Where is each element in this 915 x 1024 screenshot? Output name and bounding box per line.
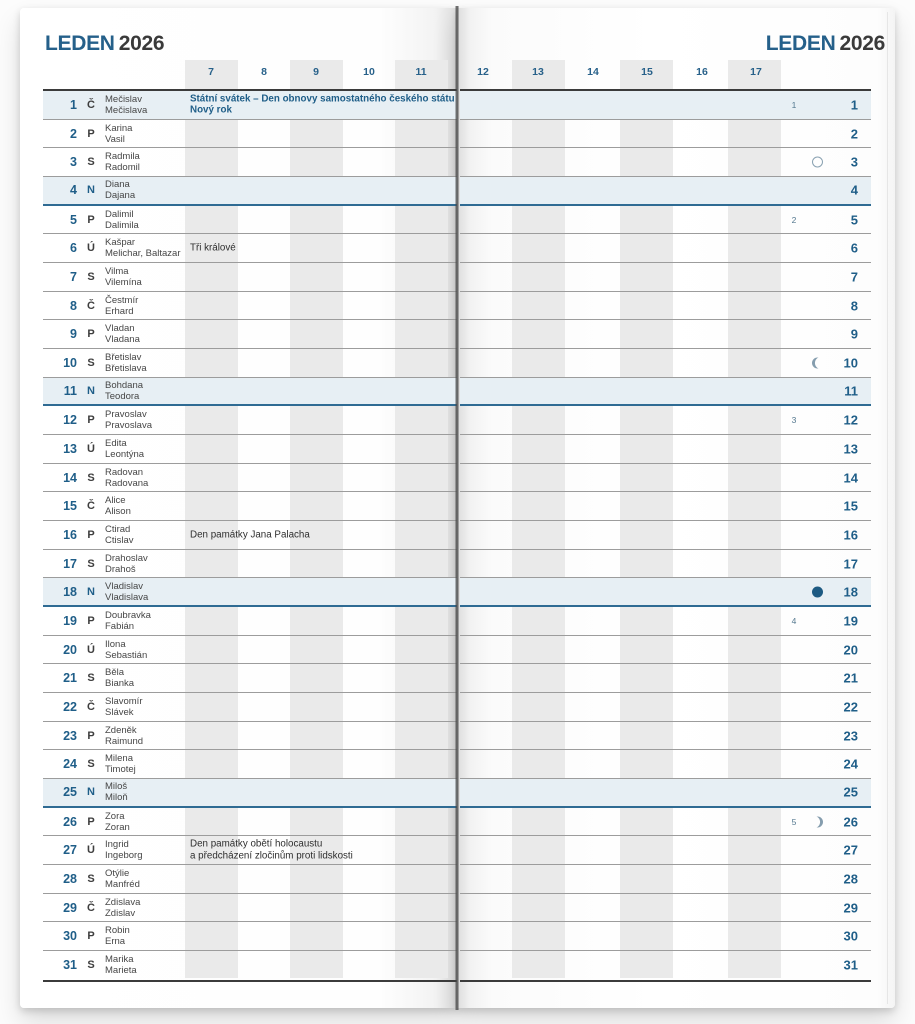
weekday-letter: Č — [87, 500, 95, 513]
nameday-name: Otýlie — [105, 867, 130, 879]
day-number: 25 — [63, 785, 77, 800]
hour-label: 16 — [696, 66, 708, 78]
nameday-name: Radovana — [105, 477, 149, 489]
day-number: 25 — [843, 784, 858, 800]
day-number: 2 — [70, 126, 77, 141]
day-number: 6 — [850, 240, 858, 256]
day-number: 17 — [843, 556, 858, 572]
day-number: 10 — [843, 355, 858, 371]
nameday-name: Karina — [105, 122, 133, 134]
weekday-letter: N — [87, 385, 95, 398]
weekday-letter: S — [87, 356, 95, 369]
nameday-name: Timotej — [105, 764, 136, 776]
day-number: 24 — [63, 757, 77, 772]
day-number: 19 — [63, 613, 77, 628]
day-number: 14 — [63, 470, 77, 485]
weekday-letter: P — [87, 213, 95, 226]
note-line: Státní svátek – Den obnovy samostatného českého státu — [190, 93, 455, 105]
note-line: Den památky obětí holocaustu — [190, 838, 323, 850]
page-title-left — [45, 32, 164, 56]
day-number: 9 — [850, 326, 858, 342]
nameday-name: Ctirad — [105, 523, 131, 535]
week-number: 5 — [791, 816, 797, 827]
nameday-name: Milena — [105, 753, 133, 765]
hour-header-left — [20, 8, 457, 1008]
weekday-letter: Č — [87, 98, 95, 111]
weekday-letter: Ú — [87, 844, 95, 857]
day-number: 26 — [63, 814, 77, 829]
nameday-name: Vladislava — [105, 591, 149, 603]
nameday-name: Erna — [105, 936, 126, 948]
nameday-name: Dalimila — [105, 219, 139, 231]
weekday-letter: S — [87, 471, 95, 484]
weekday-letter: S — [87, 872, 95, 885]
day-number: 16 — [843, 527, 858, 543]
week-number: 4 — [791, 615, 797, 626]
day-number: 30 — [63, 929, 77, 944]
day-number: 14 — [843, 470, 858, 486]
nameday-name: Drahoslav — [105, 552, 148, 564]
day-number: 4 — [850, 182, 858, 198]
nameday-name: Raimund — [105, 735, 144, 747]
day-number: 30 — [843, 928, 858, 944]
weekday-letter: Ú — [87, 643, 95, 656]
nameday-name: Leontýna — [105, 448, 145, 460]
nameday-name: Břetislava — [105, 362, 147, 374]
nameday-name: Drahoš — [105, 563, 136, 575]
nameday-name: Zoran — [105, 821, 130, 833]
nameday-name: Ingeborg — [105, 850, 143, 862]
day-number: 12 — [843, 412, 858, 428]
day-number: 11 — [63, 384, 77, 399]
nameday-name: Radmila — [105, 151, 140, 163]
day-number: 16 — [63, 527, 77, 542]
weekday-letter: S — [87, 758, 95, 771]
nameday-name: Vladislav — [105, 580, 144, 592]
weekday-letter: Č — [87, 901, 95, 914]
nameday-name: Radovan — [105, 466, 144, 478]
day-number: 8 — [70, 298, 77, 313]
nameday-name: Alice — [105, 495, 126, 507]
nameday-name: Mečislava — [105, 104, 148, 116]
note-line: a předcházení zločinům proti lidskosti — [190, 850, 353, 862]
weekday-letter: N — [87, 585, 95, 598]
weekday-letter: S — [87, 156, 95, 169]
weekday-letter: Ú — [87, 442, 95, 455]
hour-label: 14 — [587, 66, 599, 78]
day-number: 13 — [843, 441, 858, 457]
nameday-name: Bianka — [105, 678, 135, 690]
page-right — [457, 8, 895, 1008]
day-number: 13 — [63, 441, 77, 456]
day-number: 20 — [843, 642, 858, 658]
day-number: 15 — [63, 499, 77, 514]
binding-gutter — [455, 6, 459, 1010]
nameday-name: Alison — [105, 506, 131, 518]
week-number: 2 — [791, 214, 797, 225]
nameday-name: Ctislav — [105, 534, 134, 546]
year-number: 2026 — [839, 32, 885, 55]
week-number: 1 — [791, 99, 797, 110]
day-number: 8 — [850, 298, 858, 314]
weekday-letter: S — [87, 270, 95, 283]
weekday-letter: N — [87, 786, 95, 799]
hour-header-right — [457, 8, 895, 1008]
day-number: 19 — [843, 613, 858, 629]
nameday-name: Pravoslav — [105, 409, 147, 421]
nameday-name: Běla — [105, 667, 125, 679]
day-number: 27 — [843, 842, 858, 858]
nameday-name: Manfréd — [105, 878, 140, 890]
day-number: 2 — [850, 126, 858, 141]
nameday-name: Vladana — [105, 334, 140, 346]
hour-label: 10 — [363, 66, 375, 78]
nameday-name: Robin — [105, 925, 130, 937]
nameday-name: Zora — [105, 810, 125, 822]
hour-label: 9 — [313, 66, 319, 78]
day-number: 11 — [844, 383, 858, 399]
weekday-letter: P — [87, 127, 95, 140]
nameday-name: Fabián — [105, 620, 135, 632]
nameday-name: Erhard — [105, 305, 134, 317]
nameday-name: Vladan — [105, 323, 135, 335]
day-number: 6 — [70, 241, 77, 256]
page-edge-line — [887, 12, 888, 1004]
note-line: Tři králové — [190, 242, 236, 254]
hour-label: 7 — [208, 66, 214, 78]
nameday-name: Slavomír — [105, 695, 143, 707]
hour-label: 11 — [415, 66, 427, 78]
hour-label: 13 — [532, 66, 544, 78]
day-number: 18 — [63, 584, 77, 599]
day-number: 3 — [70, 155, 77, 170]
nameday-name: Ilona — [105, 638, 126, 650]
nameday-name: Vilemína — [105, 276, 142, 288]
day-number: 21 — [843, 670, 858, 686]
weekday-letter: Č — [87, 299, 95, 312]
weekday-letter: S — [87, 959, 95, 972]
year-number: 2026 — [118, 32, 165, 55]
nameday-name: Pravoslava — [105, 420, 152, 432]
nameday-name: Vilma — [105, 265, 129, 277]
nameday-name: Doubravka — [105, 609, 151, 621]
nameday-name: Marika — [105, 954, 134, 966]
day-number: 23 — [63, 728, 77, 743]
nameday-name: Diana — [105, 179, 130, 191]
nameday-name: Miloš — [105, 781, 128, 793]
nameday-name: Čestmír — [105, 294, 139, 306]
nameday-name: Edita — [105, 437, 127, 449]
day-number: 27 — [63, 843, 77, 858]
weekday-letter: Ú — [87, 242, 95, 255]
weekday-letter: P — [87, 815, 95, 828]
nameday-name: Melichar, Baltazar — [105, 248, 181, 260]
day-number: 22 — [63, 699, 77, 714]
nameday-name: Bohdana — [105, 380, 144, 392]
hour-label: 17 — [750, 66, 762, 78]
day-number: 3 — [850, 154, 858, 170]
nameday-name: Marieta — [105, 965, 137, 977]
day-number: 20 — [63, 642, 77, 657]
day-number: 28 — [843, 871, 858, 887]
day-number: 28 — [63, 871, 77, 886]
nameday-name: Zdislava — [105, 896, 141, 908]
nameday-name: Mečislav — [105, 93, 142, 105]
day-number: 29 — [63, 900, 77, 915]
nameday-name: Zdeněk — [105, 724, 137, 736]
day-number: 26 — [843, 814, 858, 830]
day-number: 4 — [70, 183, 77, 198]
month-name: LEDEN — [45, 32, 115, 55]
day-number: 10 — [63, 355, 77, 370]
nameday-name: Miloň — [105, 792, 128, 804]
weekday-letter: S — [87, 672, 95, 685]
day-number: 5 — [850, 212, 858, 228]
nameday-name: Teodora — [105, 391, 140, 403]
month-name: LEDEN — [765, 32, 836, 55]
weekday-letter: P — [87, 930, 95, 943]
nameday-name: Ingrid — [105, 839, 129, 851]
weekday-letter: Č — [87, 700, 95, 713]
day-number: 1 — [850, 97, 858, 113]
day-number: 24 — [843, 756, 858, 772]
day-number: 18 — [843, 584, 858, 600]
page-left — [20, 8, 457, 1008]
weekday-letter: S — [87, 557, 95, 570]
day-number: 1 — [70, 97, 77, 112]
day-number: 9 — [70, 327, 77, 342]
weekday-letter: P — [87, 528, 95, 541]
day-number: 23 — [843, 728, 858, 744]
nameday-name: Dalimil — [105, 208, 134, 220]
weekday-letter: P — [87, 729, 95, 742]
day-number: 7 — [70, 269, 77, 284]
note-line: Nový rok — [190, 104, 232, 116]
day-number: 15 — [843, 498, 858, 514]
page-title-right — [766, 32, 885, 56]
day-number: 31 — [63, 958, 77, 973]
weekday-letter: N — [87, 184, 95, 197]
note-line: Den památky Jana Palacha — [190, 529, 310, 541]
hour-label: 12 — [477, 66, 489, 78]
nameday-name: Břetislav — [105, 351, 142, 363]
nameday-name: Sebastián — [105, 649, 148, 661]
hour-label: 15 — [641, 66, 653, 78]
nameday-name: Dajana — [105, 190, 136, 202]
day-number: 22 — [843, 699, 858, 715]
nameday-name: Radomil — [105, 162, 140, 174]
weekday-letter: P — [87, 328, 95, 341]
hour-label: 8 — [261, 66, 267, 78]
nameday-name: Slávek — [105, 706, 134, 718]
day-number: 31 — [843, 957, 858, 973]
nameday-name: Kašpar — [105, 237, 136, 249]
weekday-letter: P — [87, 414, 95, 427]
weekday-letter: P — [87, 614, 95, 627]
day-number: 17 — [63, 556, 77, 571]
nameday-name: Zdislav — [105, 907, 136, 919]
day-number: 12 — [63, 413, 77, 428]
day-number: 7 — [850, 269, 858, 285]
day-number: 21 — [63, 671, 77, 686]
day-number: 29 — [843, 900, 858, 916]
week-number: 3 — [791, 415, 797, 426]
nameday-name: Vasil — [105, 133, 125, 145]
day-number: 5 — [70, 212, 77, 227]
